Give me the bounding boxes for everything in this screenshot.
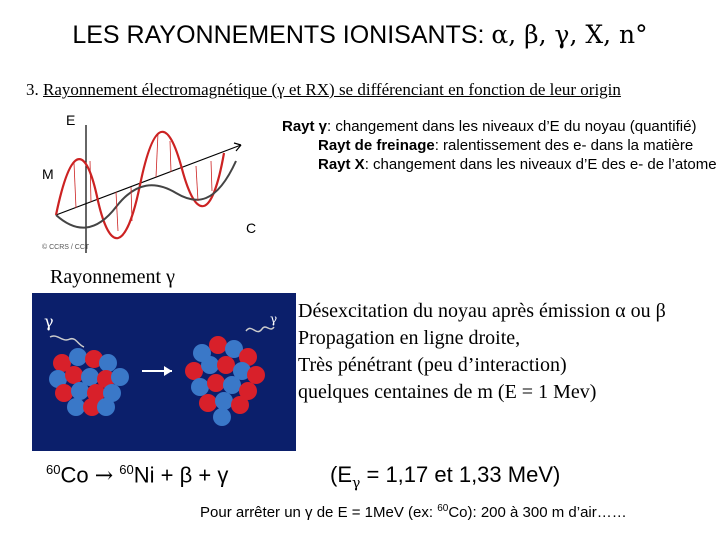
gamma-emission-figure: [32, 293, 296, 451]
property-item: Désexcitation du noyau après émission α ou β: [298, 300, 666, 322]
energy-rest: = 1,17 et 1,33 MeV): [360, 462, 561, 487]
rayt-x-text: : changement dans les niveaux d’E des e- de l’atome: [364, 156, 717, 173]
rayt-freinage-text: : ralentissement des e- dans la matière: [434, 137, 694, 154]
radiation-types: [282, 117, 717, 174]
section-number: 3.: [26, 80, 39, 99]
rayt-freinage-item: [282, 136, 717, 155]
ni-mass-number: 60: [119, 462, 134, 477]
gamma-out-label: γ: [270, 312, 278, 326]
section-text: Rayonnement électromagnétique (γ et RX) se différenciant en fonction de leur origin: [43, 80, 621, 99]
decay-equation: [46, 462, 228, 488]
stop-note-before: Pour arrêter un γ de E = 1MeV (ex:: [200, 504, 438, 521]
rayt-gamma-item: [282, 117, 717, 136]
property-item: Très pénétrant (peu d’interaction): [298, 354, 567, 376]
rayt-freinage-head: Rayt de freinage: [318, 137, 435, 154]
rayt-gamma-head: Rayt γ: [282, 118, 328, 135]
gamma-energy: [330, 462, 560, 491]
em-wave-figure: [36, 103, 276, 255]
rayt-x-head: Rayt X: [318, 156, 365, 173]
property-item: quelques centaines de m (E = 1 Mev): [298, 381, 597, 403]
slide-title: [0, 20, 720, 50]
energy-open: (E: [330, 462, 352, 487]
rayt-x-item: [282, 155, 717, 174]
stopping-note: [200, 503, 720, 521]
co-symbol: Co: [60, 462, 95, 488]
wave-credit: © CCRS / CCT: [42, 244, 90, 251]
property-item: Propagation en ligne droite,: [298, 327, 521, 349]
rayt-gamma-text: : changement dans les niveaux d’E du noyau (quantifié): [327, 118, 697, 135]
wave-label-c: C: [246, 220, 257, 236]
stop-note-mass: 60: [437, 503, 449, 514]
co-mass-number: 60: [46, 462, 61, 477]
title-main: LES RAYONNEMENTS IONISANTS:: [72, 21, 492, 49]
ray-gamma-heading: Rayonnement γ: [50, 266, 175, 288]
gamma-in-label: γ: [44, 312, 54, 331]
ni-products: Ni + β + γ: [133, 462, 229, 488]
gamma-properties: [298, 298, 718, 406]
section-heading: [26, 80, 720, 100]
wave-label-m: M: [42, 166, 54, 182]
wave-label-e: E: [66, 112, 76, 128]
title-symbols: α, β, γ, X, n°: [491, 20, 648, 49]
stop-note-after: Co): 200 à 300 m d’air……: [448, 504, 627, 521]
arrow-icon: →: [94, 463, 114, 489]
energy-sub: γ: [352, 475, 361, 492]
